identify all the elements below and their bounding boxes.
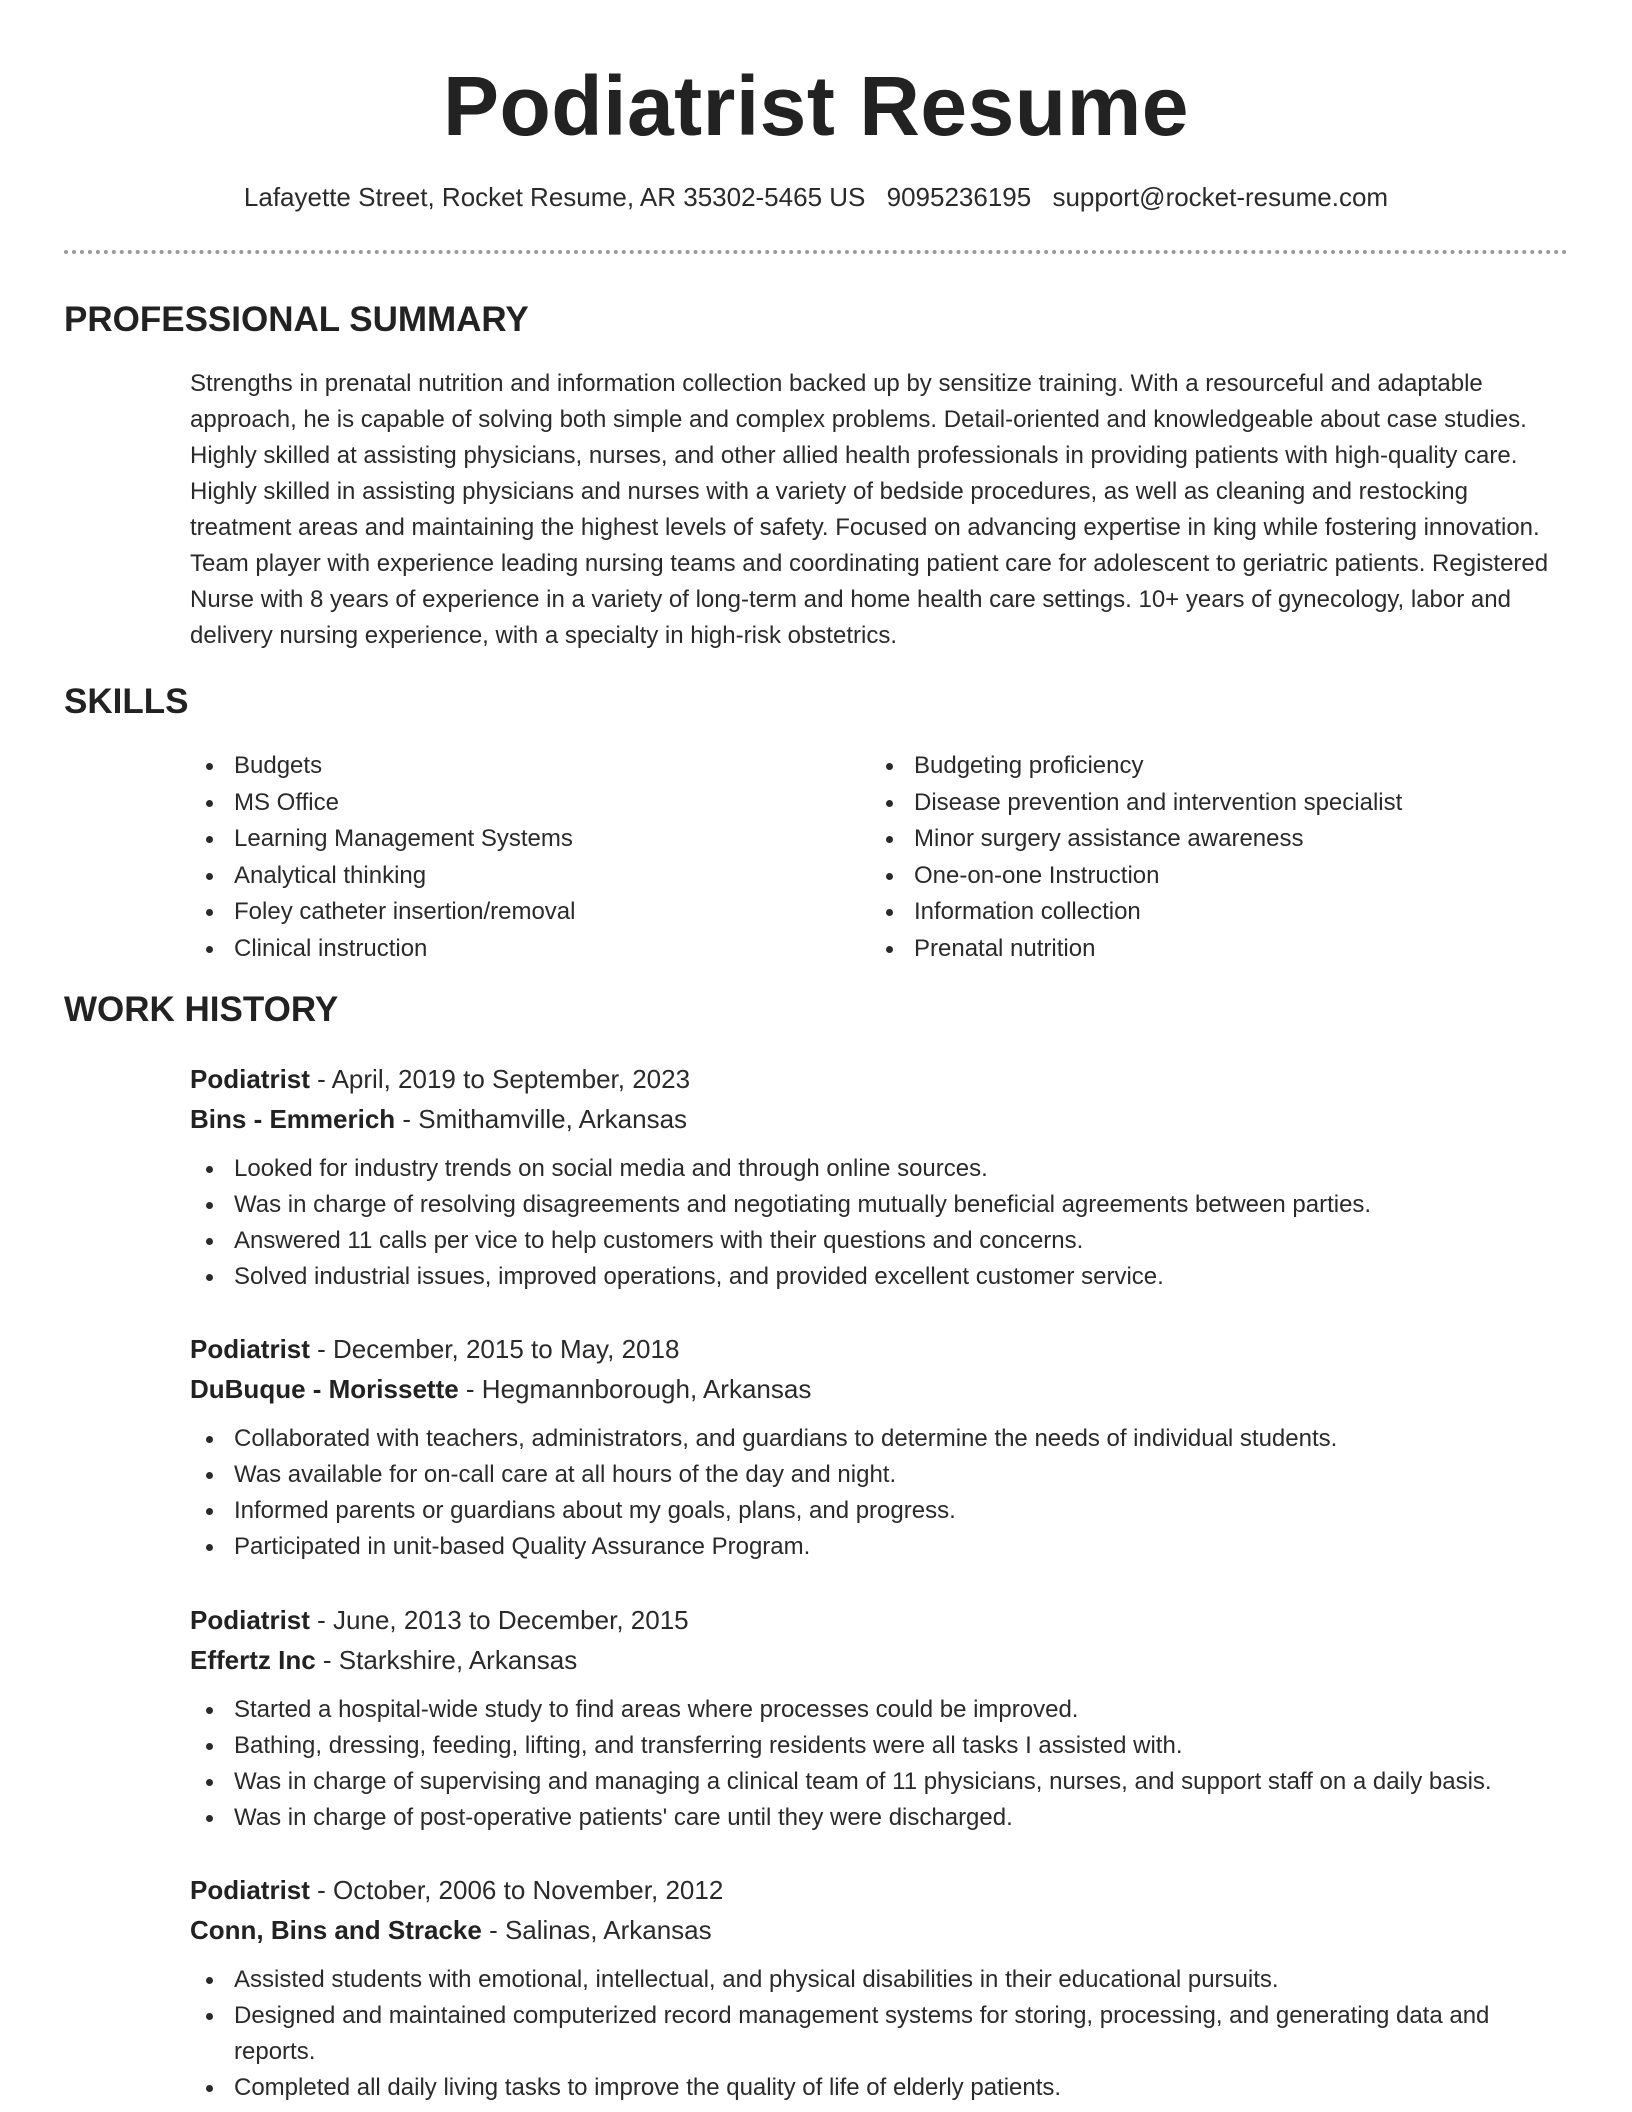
duty-item: Informed parents or guardians about my goals, plans, and progress. xyxy=(190,1493,1570,1529)
job-company-line xyxy=(190,1910,1570,1950)
skill-item: Information collection xyxy=(870,894,1550,931)
skill-item: Prenatal nutrition xyxy=(870,931,1550,968)
job-company: Conn, Bins and Stracke xyxy=(190,1915,482,1945)
skill-item: Budgeting proficiency xyxy=(870,748,1550,785)
skill-item: Clinical instruction xyxy=(190,931,870,968)
phone: 9095236195 xyxy=(886,182,1032,212)
job-title-line xyxy=(190,1329,1570,1369)
job-location: - Starkshire, Arkansas xyxy=(315,1645,578,1675)
job-dates: - December, 2015 to May, 2018 xyxy=(309,1334,680,1364)
job-company: Bins - Emmerich xyxy=(190,1104,396,1134)
duty-item: Collaborated with teachers, administrators, and guardians to determine the needs of individual students. xyxy=(190,1421,1570,1457)
work-history-heading: WORK HISTORY xyxy=(64,990,339,1029)
summary-heading: PROFESSIONAL SUMMARY xyxy=(64,300,529,339)
duty-item: Was available for on-call care at all hours of the day and night. xyxy=(190,1457,1570,1493)
duty-item: Solved industrial issues, improved operations, and provided excellent customer service. xyxy=(190,1259,1570,1295)
skill-item: One-on-one Instruction xyxy=(870,858,1550,895)
skill-item: MS Office xyxy=(190,785,870,822)
job-company-line xyxy=(190,1640,1570,1680)
job-title: Podiatrist xyxy=(190,1605,310,1635)
duty-item: Was in charge of resolving disagreements and negotiating mutually beneficial agreements between parties. xyxy=(190,1187,1570,1223)
skill-item: Minor surgery assistance awareness xyxy=(870,821,1550,858)
skills-column-left xyxy=(190,748,870,967)
duty-item: Started a hospital-wide study to find areas where processes could be improved. xyxy=(190,1692,1570,1728)
job-duties xyxy=(190,1151,1570,1295)
skill-item: Learning Management Systems xyxy=(190,821,870,858)
job-dates: - April, 2019 to September, 2023 xyxy=(309,1064,691,1094)
job-title-line xyxy=(190,1059,1570,1099)
skills-heading: SKILLS xyxy=(64,682,189,721)
address: Lafayette Street, Rocket Resume, AR 35302-5465 US xyxy=(243,182,866,212)
job-company: DuBuque - Morissette xyxy=(190,1374,459,1404)
summary-text: Strengths in prenatal nutrition and information collection backed up by sensitize training. With a resourceful and adaptable approach, he is capable of solving both simple and complex problems. Detail-oriented and knowledgeable about case studies. Highly skilled at assisting physicians, nurses, and other allied health professionals in providing patients with high-quality care. Highly skilled in assisting physicians and nurses with a variety of bedside procedures, as well as cleaning and restocking treatment areas and maintaining the highest levels of safety. Focused on advancing expertise in king while fostering innovation. Team player with experience leading nursing teams and coordinating patient care for adolescent to geriatric patients. Registered Nurse with 8 years of experience in a variety of long-term and home health care settings. 10+ years of gynecology, labor and delivery nursing experience, with a specialty in high-risk obstetrics. xyxy=(190,370,1549,649)
duty-item: Looked for industry trends on social media and through online sources. xyxy=(190,1151,1570,1187)
skill-item: Analytical thinking xyxy=(190,858,870,895)
duty-item: Answered 11 calls per vice to help customers with their questions and concerns. xyxy=(190,1223,1570,1259)
duty-item: Was in charge of supervising and managing a clinical team of 11 physicians, nurses, and support staff on a daily basis. xyxy=(190,1764,1570,1800)
duty-item: Designed and maintained computerized record management systems for storing, processing, and generating data and reports. xyxy=(190,1998,1570,2070)
duty-item: Was in charge of post-operative patients' care until they were discharged. xyxy=(190,1800,1570,1836)
job-entry xyxy=(190,1600,1570,1836)
header-divider xyxy=(64,250,1568,254)
duty-item: Assisted students with emotional, intellectual, and physical disabilities in their educational pursuits. xyxy=(190,1962,1570,1998)
duty-item: Completed all daily living tasks to improve the quality of life of elderly patients. xyxy=(190,2070,1570,2106)
job-title: Podiatrist xyxy=(190,1875,310,1905)
resume-title: Podiatrist Resume xyxy=(442,59,1190,153)
job-entry xyxy=(190,1059,1570,1295)
job-title: Podiatrist xyxy=(190,1334,310,1364)
job-duties xyxy=(190,1962,1570,2106)
job-company-line xyxy=(190,1369,1570,1409)
job-entry xyxy=(190,1329,1570,1565)
job-dates: - October, 2006 to November, 2012 xyxy=(309,1875,724,1905)
job-title: Podiatrist xyxy=(190,1064,310,1094)
duty-item: Participated in unit-based Quality Assurance Program. xyxy=(190,1529,1570,1565)
skill-item: Budgets xyxy=(190,748,870,785)
duty-item: Bathing, dressing, feeding, lifting, and transferring residents were all tasks I assisted with. xyxy=(190,1728,1570,1764)
skill-item: Foley catheter insertion/removal xyxy=(190,894,870,931)
contact-line xyxy=(0,182,1632,213)
job-duties xyxy=(190,1421,1570,1565)
job-title-line xyxy=(190,1870,1570,1910)
job-location: - Smithamville, Arkansas xyxy=(395,1104,688,1134)
skills-list xyxy=(190,748,1550,967)
email: support@rocket-resume.com xyxy=(1052,182,1389,212)
job-location: - Salinas, Arkansas xyxy=(481,1915,712,1945)
job-duties xyxy=(190,1692,1570,1836)
job-company: Effertz Inc xyxy=(190,1645,316,1675)
skills-column-right xyxy=(870,748,1550,967)
job-company-line xyxy=(190,1099,1570,1139)
job-entry xyxy=(190,1870,1570,2106)
skill-item: Disease prevention and intervention specialist xyxy=(870,785,1550,822)
job-location: - Hegmannborough, Arkansas xyxy=(458,1374,812,1404)
job-title-line xyxy=(190,1600,1570,1640)
job-dates: - June, 2013 to December, 2015 xyxy=(309,1605,689,1635)
